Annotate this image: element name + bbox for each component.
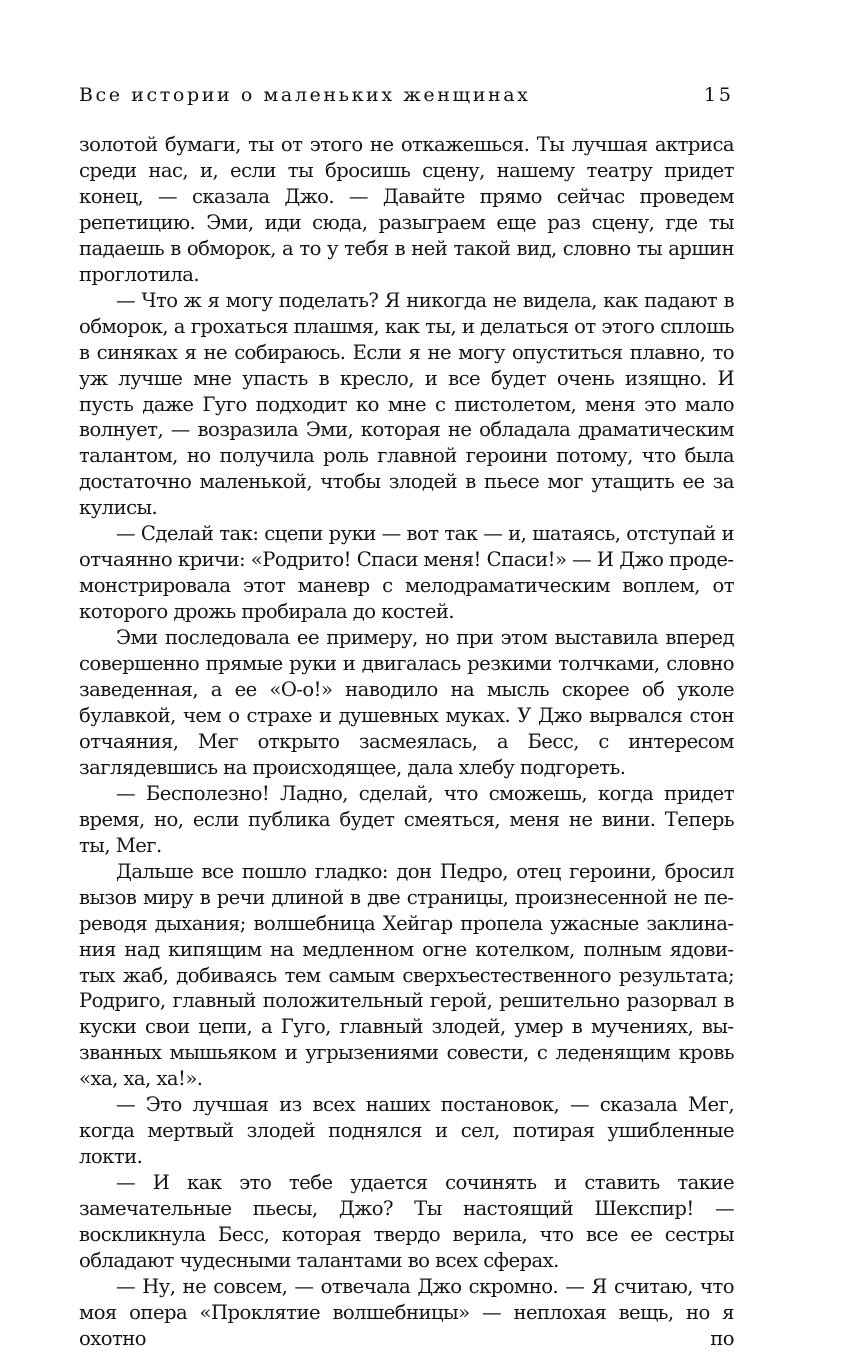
body-text [79, 132, 734, 1352]
paragraph: — Сделай так: сцепи руки — вот так — и, шатаясь, отступай и отчаянно кричи: «Родрито! Спаси меня! Спаси!» — И Джо продемонстрировала этот маневр с мелодраматическим воплем, от которого дрожь пробирала до костей. [79, 522, 734, 624]
paragraph: Дальше все пошло гладко: дон Педро, отец героини, бросил вызов миру в речи длиной в две страницы, произнесенной не переводя дыхания; волшебница Хейгар пропела ужасные заклинания над кипящим на медленном огне котелком, полным ядовитых жаб, добиваясь тем самым сверхъестественного результата; Родриго, главный положительный герой, решительно разорвал в куски свои цепи, а Гуго, главный злодей, умер в мучениях, вызванных мышьяком и угрызениями совести, с леденящим кровь «ха, ха, ха!». [79, 859, 734, 1091]
page-number: 15 [703, 84, 734, 106]
paragraph: — Что ж я могу поделать? Я никогда не видела, как падают в обморок, а грохаться плашмя, как ты, и делаться от этого сплошь в синяках я не собираюсь. Если я не могу опуститься плавно, то уж лучше мне упасть в кресло, и все будет очень изящно. И пусть даже Гуго подходит ко мне с пистолетом, меня это мало волнует, — возразила Эми, которая не обладала драматическим талантом, но получила роль главной героини потому, что была достаточно маленькой, чтобы злодей в пьесе мог утащить ее за кулисы. [79, 288, 734, 520]
paragraph: — Ну, не совсем, — отвечала Джо скромно. — Я считаю, что моя опера «Проклятие волшебницы» — неплохая вещь, но я охотно по [79, 1274, 734, 1350]
running-title: Все истории о маленьких женщинах [79, 84, 531, 106]
paragraph: — Бесполезно! Ладно, сделай, что сможешь, когда придет время, но, если публика будет смеяться, меня не вини. Теперь ты, Мег. [79, 781, 734, 857]
paragraph: — Это лучшая из всех наших постановок, — сказала Мег, когда мертвый злодей поднялся и сел, потирая ушибленные локти. [79, 1093, 734, 1169]
paragraph: Эми последовала ее примеру, но при этом выставила вперед совершенно прямые руки и двигалась резкими толчками, словно заведенная, а ее «О-о!» наводило на мысль скорее об уколе булавкой, чем о страхе и душевных муках. У Джо вырвался стон отчаяния, Мег открыто засмеялась, а Бесс, с интересом заглядевшись на происходящее, дала хлебу подгореть. [79, 626, 734, 779]
running-head [79, 84, 734, 106]
paragraph: золотой бумаги, ты от этого не откажешься. Ты лучшая актриса среди нас, и, если ты бросишь сцену, нашему театру придет конец, — сказала Джо. — Давайте прямо сейчас проведем репетицию. Эми, иди сюда, разыграем еще раз сцену, где ты падаешь в обморок, а то у тебя в ней такой вид, словно ты аршин проглотила. [79, 133, 734, 286]
paragraph: — И как это тебе удается сочинять и ставить такие замечательные пьесы, Джо? Ты настоящий Шекспир! — воскликнула Бесс, которая твердо верила, что все ее сестры обладают чудесными талантами во всех сферах. [79, 1171, 734, 1272]
